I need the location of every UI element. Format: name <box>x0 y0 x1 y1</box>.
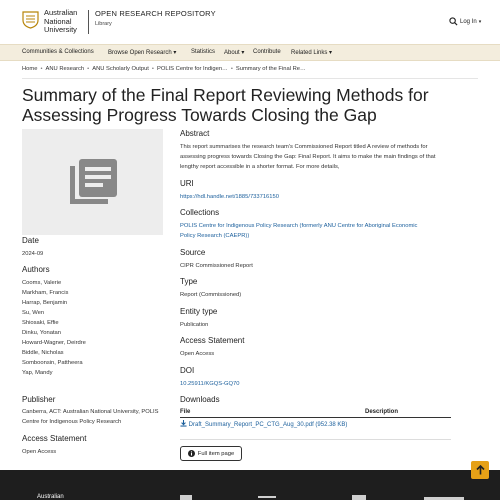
chevron-down-icon: ▾ <box>329 50 333 56</box>
date-value: 2024-09 <box>22 251 44 257</box>
source-heading: Source <box>180 248 206 257</box>
breadcrumb-separator: • <box>230 66 233 72</box>
author-link[interactable]: Somboonsin, Pattheera <box>22 360 83 366</box>
publisher-heading: Publisher <box>22 395 56 404</box>
nav-browse-open-research[interactable]: Browse Open Research ▾ <box>108 50 177 56</box>
download-file-link[interactable] <box>180 420 365 430</box>
access-statement-heading-left: Access Statement <box>22 434 87 443</box>
date-heading: Date <box>22 236 39 245</box>
info-icon <box>188 450 195 457</box>
footer-logo-mark <box>180 495 192 500</box>
item-thumbnail <box>22 129 163 235</box>
logo-divider <box>88 10 89 34</box>
author-link[interactable]: Shiosaki, Effie <box>22 320 59 326</box>
back-to-top-button[interactable] <box>471 461 489 479</box>
type-heading: Type <box>180 277 198 286</box>
type-value: Report (Commissioned) <box>180 292 242 298</box>
breadcrumb-home[interactable]: Home <box>22 66 38 72</box>
login-button[interactable] <box>449 17 481 26</box>
breadcrumb-divider <box>22 78 478 79</box>
breadcrumb-current: Summary of the Final Re… <box>235 66 306 72</box>
abstract-heading: Abstract <box>180 129 210 138</box>
author-link[interactable]: Dinku, Yonatan <box>22 330 62 336</box>
author-link[interactable]: Su, Wen <box>22 310 45 316</box>
page-title: Summary of the Final Report Reviewing Methods for Assessing Progress Towards Closing the Gap <box>22 85 429 125</box>
author-link[interactable]: Howard-Wagner, Deirdre <box>22 340 86 346</box>
breadcrumb-separator: • <box>87 66 90 72</box>
nav-statistics[interactable]: Statistics <box>191 49 216 55</box>
entity-type-heading: Entity type <box>180 307 218 316</box>
chevron-down-icon: ▾ <box>478 18 482 25</box>
breadcrumb <box>22 66 306 72</box>
downloads-row-rule <box>180 439 451 440</box>
authors-heading: Authors <box>22 265 50 274</box>
nav-related-links[interactable]: Related Links ▾ <box>291 50 333 56</box>
logo-line-2: National <box>44 16 72 26</box>
breadcrumb-separator: • <box>40 66 43 72</box>
chevron-down-icon: ▾ <box>241 50 245 56</box>
nav-contribute[interactable]: Contribute <box>253 49 281 55</box>
authors-list <box>22 278 86 378</box>
nav-about[interactable]: About ▾ <box>224 50 245 56</box>
chevron-down-icon: ▾ <box>173 50 177 56</box>
breadcrumb-separator: • <box>151 66 154 72</box>
arrow-up-icon <box>476 465 485 475</box>
repository-title[interactable]: OPEN RESEARCH REPOSITORY <box>95 9 216 18</box>
author-link[interactable]: Yap, Mandy <box>22 370 53 376</box>
downloads-table-rule <box>180 417 451 418</box>
logo-line-3: University <box>44 25 77 34</box>
downloads-table-header <box>180 409 451 415</box>
uri-link[interactable]: https://hdl.handle.net/1885/733716150 <box>180 194 279 200</box>
repository-subtitle: Library <box>95 21 112 27</box>
document-placeholder-icon <box>67 156 119 208</box>
search-icon[interactable] <box>449 17 458 26</box>
footer-logo-mark <box>258 496 276 498</box>
access-statement-heading-right: Access Statement <box>180 336 245 345</box>
crest-icon <box>22 11 39 29</box>
collections-heading: Collections <box>180 208 220 217</box>
full-item-page-label[interactable]: Full item page <box>197 450 235 457</box>
site-header <box>0 0 500 44</box>
downloads-col-description: Description <box>365 409 399 415</box>
footer-logo-mark <box>352 495 366 500</box>
author-link[interactable]: Biddle, Nicholas <box>22 350 64 356</box>
breadcrumb-scholarly-output[interactable]: ANU Scholarly Output <box>92 66 149 72</box>
breadcrumb-polis[interactable]: POLIS Centre for Indigen… <box>156 66 228 72</box>
uri-heading: URI <box>180 179 194 188</box>
author-link[interactable]: Harrap, Benjamin <box>22 300 68 306</box>
collection-link[interactable]: POLIS Centre for Indigenous Policy Research (formerly ANU Centre for Aboriginal Economic Policy Research (CAEPR)) <box>180 223 418 239</box>
downloads-heading: Downloads <box>180 395 220 404</box>
anu-logo[interactable] <box>22 9 92 37</box>
full-item-page-button[interactable] <box>180 446 242 461</box>
breadcrumb-anu-research[interactable]: ANU Research <box>45 66 85 72</box>
download-icon <box>180 420 187 427</box>
login-label[interactable]: Log In <box>460 18 477 25</box>
source-value: CIPR Commissioned Report <box>180 263 253 269</box>
publisher-value: Canberra, ACT: Australian National University, POLIS Centre for Indigenous Policy Research <box>22 409 159 425</box>
access-statement-value-right: Open Access <box>180 351 215 357</box>
abstract-text: This report summarises the research team's Commissioned Report titled A review of methods for assessing progress towards Closing the Gap: Final Report. It aims to make the main findings of that lengthy report accessible in a shorter format. For more details, <box>180 144 436 170</box>
download-file-name[interactable]: Draft_Summary_Report_PC_CTG_Aug_30.pdf (952.38 KB) <box>188 422 348 428</box>
doi-link[interactable]: 10.25911/KGQS-GQ70 <box>180 381 240 387</box>
entity-type-value: Publication <box>180 322 209 328</box>
nav-communities-collections[interactable]: Communities & Collections <box>22 49 94 55</box>
downloads-col-file: File <box>180 409 191 415</box>
main-nav <box>0 44 500 61</box>
doi-heading: DOI <box>180 366 195 375</box>
author-link[interactable]: Cooms, Valerie <box>22 280 62 286</box>
logo-line-1: Australian <box>44 8 78 17</box>
site-footer <box>0 470 500 500</box>
access-statement-value-left: Open Access <box>22 449 57 455</box>
footer-logo-text: Australian <box>37 494 64 500</box>
author-link[interactable]: Markham, Francis <box>22 290 69 296</box>
